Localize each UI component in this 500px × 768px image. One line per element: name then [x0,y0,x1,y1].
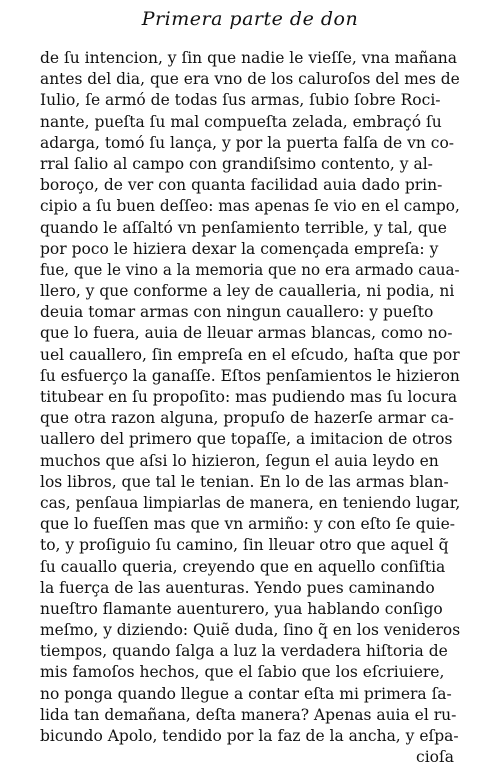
text-line: mis famoſos hechos, que el ſabio que los eſcriuiere, [40,663,445,682]
text-line: uel cauallero, ſin empreſa en el eſcudo, haſta que por [40,345,460,364]
text-line: llero, y que conforme a ley de caualleria, ni podia, ni [40,282,455,301]
text-line: por poco le hiziera dexar la començada empreſa: y [40,239,439,258]
text-line: nante, pueſta ſu mal compueſta zelada, embraçó ſu [40,112,442,131]
text-line: quando le aſſaltó vn penſamiento terrible, y tal, que [40,218,447,237]
text-line: boroço, de ver con quanta facilidad auia dado prin- [40,176,443,195]
text-line: Iulio, ſe armó de todas ſus armas, ſubio ſobre Roci- [40,91,441,110]
text-line: nueſtro flamante auenturero, yua hablando conſigo [40,599,443,618]
text-line: cipio a ſu buen deſſeo: mas apenas ſe vio en el campo, [40,197,460,216]
body-text [40,48,460,768]
text-line: to, y proſiguio ſu camino, ſin lleuar otro que aquel q̃ [40,536,449,555]
text-line: la fuerça de las auenturas. Yendo pues caminando [40,578,435,597]
text-line: antes del dia, que era vno de los caluroſos del mes de [40,70,460,89]
text-line: muchos que aſsi lo hizieron, ſegun el auia leydo en [40,451,439,470]
text-line: que lo fueſſen mas que vn armiño: y con eſto ſe quie- [40,515,456,534]
text-line: no ponga quando llegue a contar eſta mi primera ſa- [40,684,452,703]
text-line: tiempos, quando ſalga a luz la verdadera hiſtoria de [40,642,448,661]
text-line: uallero del primero que topaſſe, a imitacion de otros [40,430,453,449]
text-line-catchword: cioſa [416,748,454,767]
text-line: los libros, que tal le tenian. En lo de las armas blan- [40,472,449,491]
running-head: Primera parte de don [141,8,359,30]
text-line: titubear en ſu propoſito: mas pudiendo mas ſu locura [40,388,458,406]
text-line: ſu esfuerço la ganaſſe. Eſtos penſamientos le hizieron [40,366,460,385]
text-line: ſu cauallo queria, creyendo que en aquello conſiſtia [40,557,446,576]
text-line: que otra razon alguna, propuſo de hazerſe armar ca- [40,409,454,428]
text-line: lida tan demañana, deſta manera? Apenas auia el ru- [40,705,457,724]
text-line: cas, penſaua limpiarlas de manera, en teniendo lugar, [40,493,461,512]
text-line: de ſu intencion, y ſin que nadie le vieſſe, vna mañana [40,49,458,67]
text-line: meſmo, y diziendo: Quiẽ duda, ſino q̃ en los venideros [40,621,461,640]
text-line: bicundo Apolo, tendido por la faz de la ancha, y eſpa- [40,727,459,745]
text-line: adarga, tomó ſu lança, y por la puerta falſa de vn co- [40,133,455,152]
text-line: fue, que le vino a la memoria que no era armado caua- [40,260,460,279]
text-line: rral ſalio al campo con grandiſsimo contento, y al- [40,154,433,173]
text-line: que lo fuera, auia de lleuar armas blancas, como no- [40,324,453,343]
text-line: deuia tomar armas con ningun cauallero: y pueſto [40,303,434,322]
